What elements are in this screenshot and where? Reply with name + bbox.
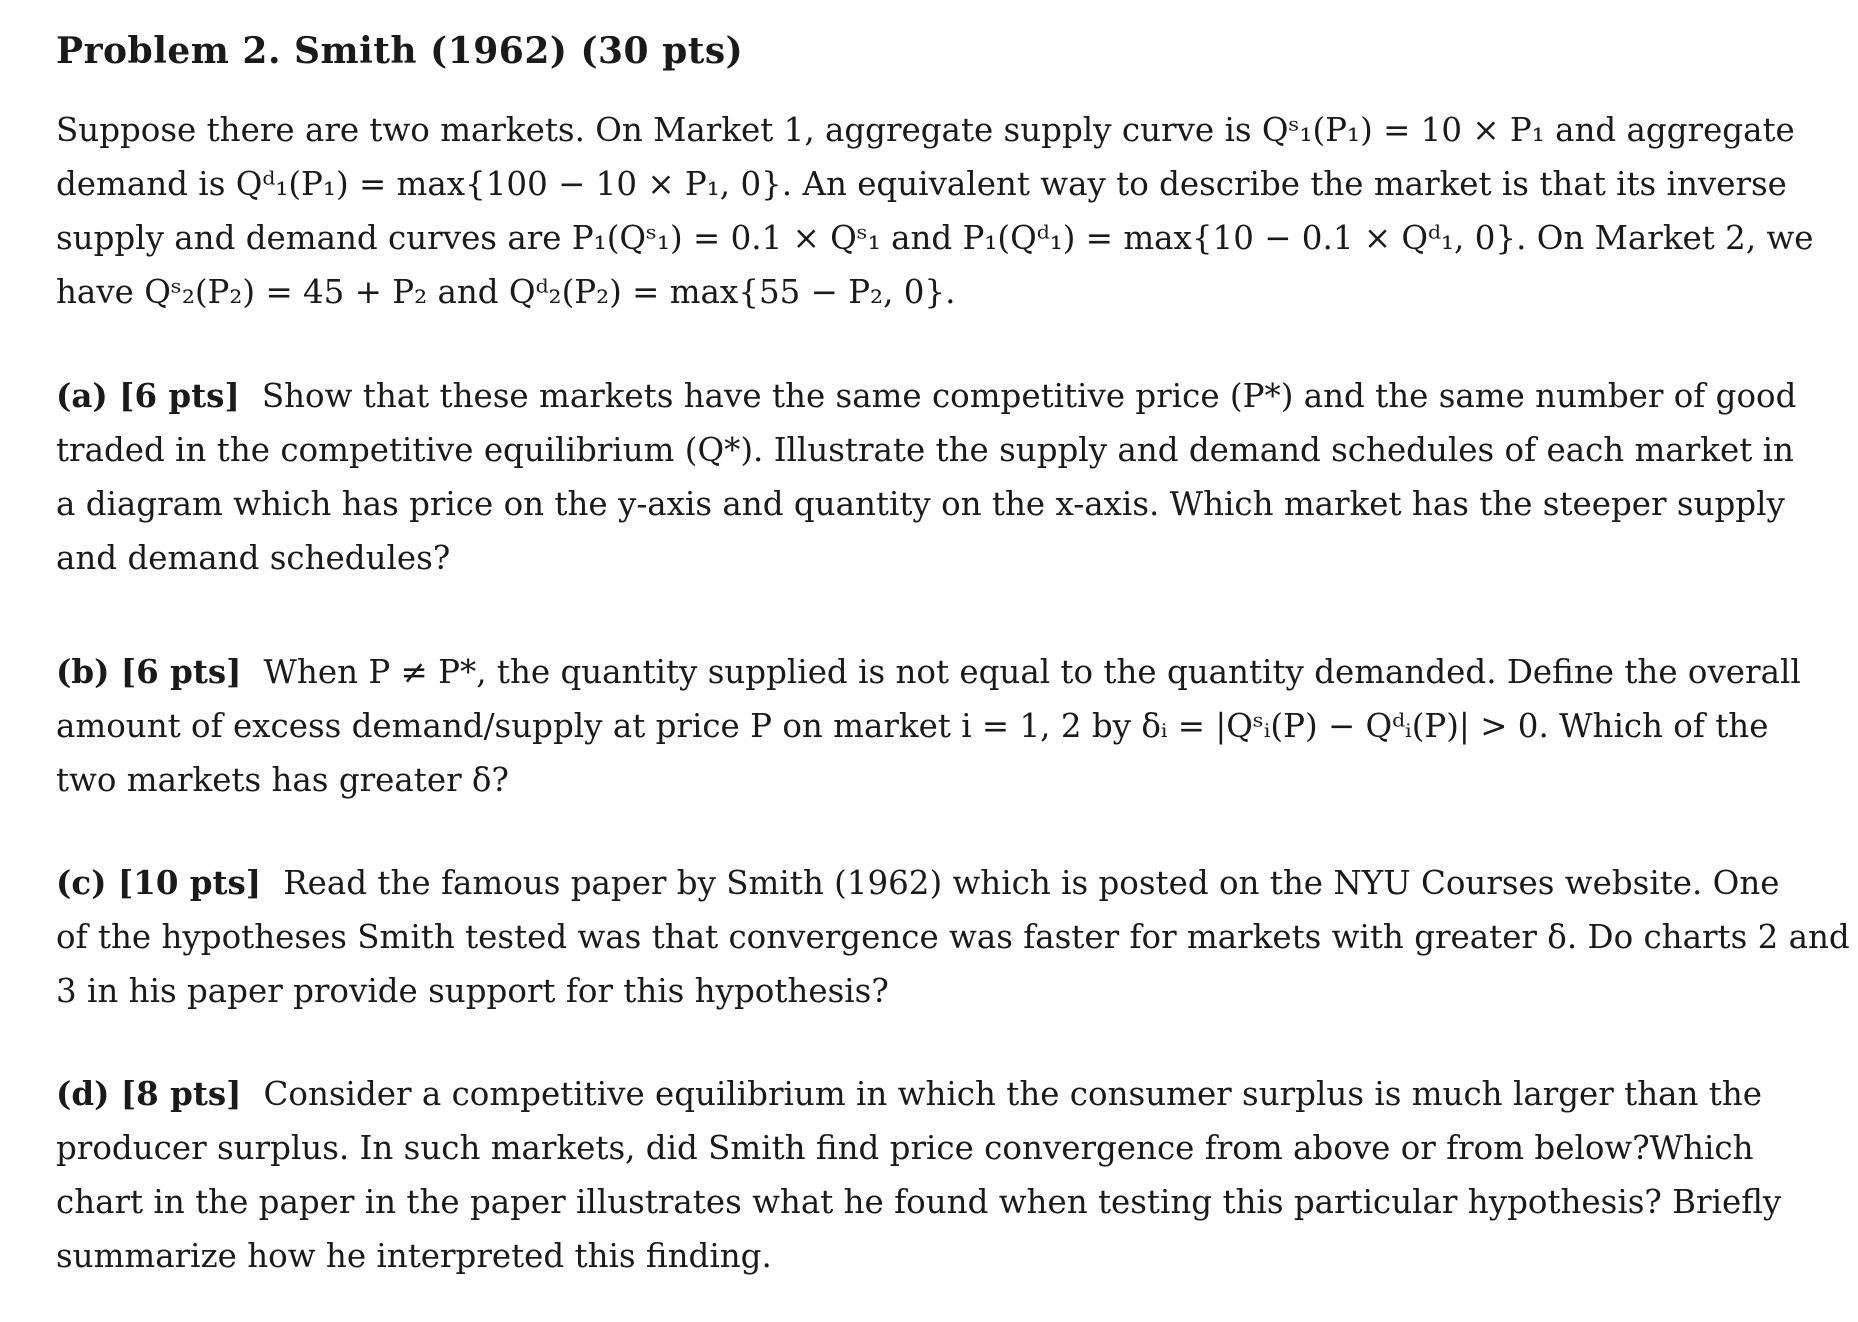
part-c-paragraph bbox=[56, 856, 1850, 1018]
part-line: chart in the paper in the paper illustrates what he found when testing this particular hypothesis? Briefly bbox=[56, 1183, 1782, 1221]
part-text: When P ≠ P*, the quantity supplied is not equal to the quantity demanded. Define the overall bbox=[263, 653, 1801, 691]
part-b-label: (b) [6 pts] bbox=[56, 652, 242, 691]
part-line: traded in the competitive equilibrium (Q*). Illustrate the supply and demand schedules of each market in bbox=[56, 431, 1794, 469]
part-d-label: (d) [8 pts] bbox=[56, 1074, 242, 1113]
part-line: amount of excess demand/supply at price P on market i = 1, 2 by δᵢ = |Qˢᵢ(P) − Qᵈᵢ(P)| > 0. Which of the bbox=[56, 707, 1769, 745]
part-line: producer surplus. In such markets, did Smith find price convergence from above or from below?Which bbox=[56, 1129, 1754, 1167]
part-text: Consider a competitive equilibrium in which the consumer surplus is much larger than the bbox=[263, 1075, 1763, 1113]
part-c-first-line bbox=[56, 856, 1780, 910]
part-a-first-line bbox=[56, 369, 1797, 423]
intro-line: supply and demand curves are P₁(Qˢ₁) = 0.1 × Qˢ₁ and P₁(Qᵈ₁) = max{10 − 0.1 × Qᵈ₁, 0}. On Market 2, we bbox=[56, 219, 1814, 257]
intro-line: have Qˢ₂(P₂) = 45 + P₂ and Qᵈ₂(P₂) = max{55 − P₂, 0}. bbox=[56, 273, 956, 311]
part-line: summarize how he interpreted this finding. bbox=[56, 1237, 772, 1275]
problem-title: Problem 2. Smith (1962) (30 pts) bbox=[56, 30, 744, 72]
part-b-first-line bbox=[56, 645, 1801, 699]
intro-paragraph bbox=[56, 103, 1814, 319]
part-b-paragraph bbox=[56, 645, 1801, 807]
intro-line: demand is Qᵈ₁(P₁) = max{100 − 10 × P₁, 0}. An equivalent way to describe the market is that its inverse bbox=[56, 165, 1787, 203]
part-c-label: (c) [10 pts] bbox=[56, 863, 262, 902]
part-line: two markets has greater δ? bbox=[56, 761, 509, 799]
part-d-paragraph bbox=[56, 1067, 1782, 1283]
intro-line: Suppose there are two markets. On Market 1, aggregate supply curve is Qˢ₁(P₁) = 10 × P₁ and aggregate bbox=[56, 111, 1795, 149]
part-a-paragraph bbox=[56, 369, 1797, 585]
part-text: Show that these markets have the same competitive price (P*) and the same number of good bbox=[261, 377, 1797, 415]
part-text: Read the famous paper by Smith (1962) which is posted on the NYU Courses website. One bbox=[283, 864, 1780, 902]
part-line: a diagram which has price on the y-axis and quantity on the x-axis. Which market has the steeper supply bbox=[56, 485, 1785, 523]
part-line: of the hypotheses Smith tested was that convergence was faster for markets with greater δ. Do charts 2 and bbox=[56, 918, 1850, 956]
part-a-label: (a) [6 pts] bbox=[56, 376, 240, 415]
part-line: 3 in his paper provide support for this hypothesis? bbox=[56, 972, 889, 1010]
part-d-first-line bbox=[56, 1067, 1763, 1121]
part-line: and demand schedules? bbox=[56, 539, 451, 577]
